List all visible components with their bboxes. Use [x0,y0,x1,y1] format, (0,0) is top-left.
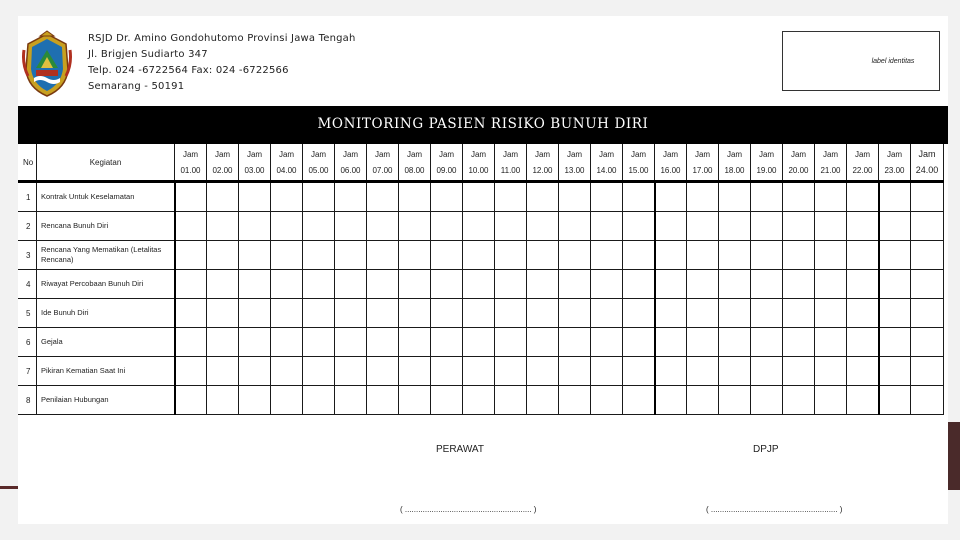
hour-header-label: Jam [847,145,879,160]
monitoring-cell[interactable] [303,386,335,415]
monitoring-cell[interactable] [335,270,367,299]
row-number: 4 [19,270,37,299]
hour-header-time: 01.00 [175,160,207,182]
monitoring-cell[interactable] [207,357,239,386]
monitoring-cell[interactable] [463,328,495,357]
monitoring-cell[interactable] [239,328,271,357]
monitoring-cell[interactable] [623,386,655,415]
monitoring-cell[interactable] [847,182,879,212]
monitoring-cell[interactable] [655,270,687,299]
hour-header-time: 23.00 [879,160,911,182]
monitoring-cell[interactable] [239,212,271,241]
monitoring-cell[interactable] [559,182,591,212]
monitoring-cell[interactable] [559,241,591,270]
monitoring-cell[interactable] [911,386,944,415]
monitoring-cell[interactable] [815,270,847,299]
monitoring-cell[interactable] [879,241,911,270]
form-title: MONITORING PASIEN RISIKO BUNUH DIRI [317,116,649,132]
monitoring-cell[interactable] [687,212,719,241]
table-row [19,212,944,241]
monitoring-table [18,144,944,415]
hour-header-time: 07.00 [367,160,399,182]
monitoring-cell[interactable] [815,212,847,241]
monitoring-cell[interactable] [303,328,335,357]
monitoring-cell[interactable] [911,328,944,357]
hour-header-label: Jam [303,145,335,160]
monitoring-cell[interactable] [783,299,815,328]
monitoring-cell[interactable] [399,270,431,299]
monitoring-cell[interactable] [655,299,687,328]
monitoring-cell[interactable] [815,299,847,328]
hour-header-time: 18.00 [719,160,751,182]
monitoring-cell[interactable] [687,299,719,328]
monitoring-cell[interactable] [431,212,463,241]
monitoring-cell[interactable] [175,386,207,415]
monitoring-cell[interactable] [207,212,239,241]
hospital-phone: Telp. 024 -6722564 Fax: 024 -6722566 [88,65,289,76]
monitoring-cell[interactable] [175,241,207,270]
monitoring-cell[interactable] [687,241,719,270]
monitoring-cell[interactable] [783,357,815,386]
monitoring-cell[interactable] [463,357,495,386]
monitoring-cell[interactable] [367,182,399,212]
monitoring-cell[interactable] [655,386,687,415]
monitoring-cell[interactable] [687,270,719,299]
monitoring-cell[interactable] [847,328,879,357]
monitoring-cell[interactable] [495,357,527,386]
monitoring-cell[interactable] [527,270,559,299]
nurse-signature-line: ( ......................................................... ) [400,505,537,514]
column-header-no: No [19,145,37,182]
row-number: 2 [19,212,37,241]
monitoring-cell[interactable] [879,357,911,386]
monitoring-cell[interactable] [911,270,944,299]
hour-header-time: 22.00 [847,160,879,182]
monitoring-cell[interactable] [271,328,303,357]
monitoring-cell[interactable] [239,357,271,386]
hour-header-time: 12.00 [527,160,559,182]
monitoring-cell[interactable] [399,357,431,386]
monitoring-cell[interactable] [207,386,239,415]
monitoring-cell[interactable] [783,270,815,299]
monitoring-cell[interactable] [399,386,431,415]
monitoring-cell[interactable] [783,386,815,415]
table-row [19,357,944,386]
monitoring-cell[interactable] [623,182,655,212]
monitoring-cell[interactable] [175,212,207,241]
monitoring-cell[interactable] [367,328,399,357]
monitoring-cell[interactable] [879,212,911,241]
monitoring-cell[interactable] [239,182,271,212]
row-activity: Rencana Yang Mematikan (Letalitas Rencana) [37,241,175,270]
monitoring-cell[interactable] [271,386,303,415]
hour-header-time: 19.00 [751,160,783,182]
monitoring-cell[interactable] [751,270,783,299]
monitoring-cell[interactable] [175,328,207,357]
hour-header-time: 06.00 [335,160,367,182]
monitoring-cell[interactable] [431,328,463,357]
monitoring-cell[interactable] [815,182,847,212]
monitoring-cell[interactable] [623,328,655,357]
monitoring-cell[interactable] [239,270,271,299]
monitoring-cell[interactable] [559,299,591,328]
monitoring-cell[interactable] [911,182,944,212]
monitoring-cell[interactable] [367,386,399,415]
monitoring-cell[interactable] [399,299,431,328]
id-box-label: label identitas [871,57,915,65]
nurse-signature-label: PERAWAT [436,444,484,455]
monitoring-cell[interactable] [335,386,367,415]
hour-header-time: 02.00 [207,160,239,182]
hospital-city: Semarang - 50191 [88,81,185,92]
monitoring-cell[interactable] [847,299,879,328]
monitoring-cell[interactable] [591,182,623,212]
monitoring-cell[interactable] [271,241,303,270]
table-row [19,182,944,212]
title-bar [18,106,948,144]
row-activity: Gejala [37,328,175,357]
monitoring-cell[interactable] [911,212,944,241]
monitoring-cell[interactable] [719,328,751,357]
hour-header-time: 17.00 [687,160,719,182]
monitoring-cell[interactable] [175,357,207,386]
monitoring-cell[interactable] [303,357,335,386]
monitoring-cell[interactable] [847,357,879,386]
hour-header-label: Jam [527,145,559,160]
monitoring-cell[interactable] [303,299,335,328]
row-activity: Pikiran Kematian Saat Ini [37,357,175,386]
monitoring-cell[interactable] [367,241,399,270]
monitoring-cell[interactable] [719,270,751,299]
monitoring-cell[interactable] [271,182,303,212]
hour-header-label: Jam [591,145,623,160]
hospital-name: RSJD Dr. Amino Gondohutomo Provinsi Jawa Tengah [88,33,356,44]
table-row [19,241,944,270]
monitoring-cell[interactable] [719,357,751,386]
monitoring-cell[interactable] [783,182,815,212]
monitoring-cell[interactable] [175,299,207,328]
monitoring-cell[interactable] [879,299,911,328]
monitoring-cell[interactable] [463,182,495,212]
hour-header-label: Jam [399,145,431,160]
monitoring-cell[interactable] [719,299,751,328]
monitoring-cell[interactable] [431,270,463,299]
monitoring-cell[interactable] [431,386,463,415]
monitoring-cell[interactable] [431,182,463,212]
monitoring-cell[interactable] [879,182,911,212]
monitoring-cell[interactable] [655,212,687,241]
hour-header-label: Jam [271,145,303,160]
hour-header-time: 16.00 [655,160,687,182]
monitoring-cell[interactable] [399,212,431,241]
column-header-activity: Kegiatan [37,145,175,182]
monitoring-cell[interactable] [847,212,879,241]
monitoring-cell[interactable] [591,386,623,415]
hour-header-label: Jam [335,145,367,160]
table-row [19,270,944,299]
monitoring-cell[interactable] [367,299,399,328]
patient-id-box [782,31,940,91]
monitoring-cell[interactable] [751,357,783,386]
doctor-signature-label: DPJP [753,444,779,455]
hour-header-label: Jam [783,145,815,160]
monitoring-cell[interactable] [271,212,303,241]
monitoring-cell[interactable] [335,212,367,241]
monitoring-cell[interactable] [815,328,847,357]
hour-header-time: 14.00 [591,160,623,182]
hour-header-label: Jam [175,145,207,160]
monitoring-cell[interactable] [431,299,463,328]
row-activity: Ide Bunuh Diri [37,299,175,328]
monitoring-cell[interactable] [591,270,623,299]
monitoring-cell[interactable] [559,212,591,241]
monitoring-cell[interactable] [751,182,783,212]
monitoring-cell[interactable] [527,357,559,386]
monitoring-cell[interactable] [335,357,367,386]
hour-header-time: 24.00 [911,160,944,182]
monitoring-cell[interactable] [719,212,751,241]
monitoring-cell[interactable] [463,299,495,328]
hour-header-time: 21.00 [815,160,847,182]
monitoring-cell[interactable] [431,241,463,270]
monitoring-cell[interactable] [463,241,495,270]
monitoring-cell[interactable] [719,182,751,212]
hour-header-time: 04.00 [271,160,303,182]
monitoring-cell[interactable] [463,212,495,241]
monitoring-cell[interactable] [431,357,463,386]
monitoring-cell[interactable] [175,182,207,212]
form-header [18,16,948,106]
monitoring-cell[interactable] [495,182,527,212]
table-row [19,299,944,328]
monitoring-cell[interactable] [527,386,559,415]
row-number: 7 [19,357,37,386]
monitoring-cell[interactable] [687,182,719,212]
hospital-address: Jl. Brigjen Sudiarto 347 [88,49,208,60]
hour-header-label: Jam [879,145,911,160]
monitoring-cell[interactable] [911,299,944,328]
hour-header-label: Jam [431,145,463,160]
row-number: 1 [19,182,37,212]
hour-header-label: Jam [911,145,944,160]
monitoring-cell[interactable] [527,328,559,357]
monitoring-cell[interactable] [591,299,623,328]
monitoring-cell[interactable] [687,357,719,386]
monitoring-cell[interactable] [847,386,879,415]
monitoring-cell[interactable] [591,328,623,357]
hour-header-time: 20.00 [783,160,815,182]
monitoring-cell[interactable] [527,241,559,270]
monitoring-cell[interactable] [303,212,335,241]
hour-header-label: Jam [751,145,783,160]
monitoring-cell[interactable] [495,299,527,328]
monitoring-cell[interactable] [847,270,879,299]
monitoring-cell[interactable] [335,182,367,212]
monitoring-cell[interactable] [911,241,944,270]
monitoring-cell[interactable] [399,328,431,357]
monitoring-cell[interactable] [879,386,911,415]
monitoring-cell[interactable] [495,328,527,357]
monitoring-cell[interactable] [495,212,527,241]
monitoring-cell[interactable] [911,357,944,386]
monitoring-cell[interactable] [335,328,367,357]
monitoring-cell[interactable] [623,299,655,328]
monitoring-cell[interactable] [559,270,591,299]
row-activity: Kontrak Untuk Keselamatan [37,182,175,212]
monitoring-cell[interactable] [271,299,303,328]
monitoring-form-sheet [18,16,948,524]
monitoring-cell[interactable] [751,241,783,270]
hour-header-time: 09.00 [431,160,463,182]
hour-header-time: 15.00 [623,160,655,182]
monitoring-cell[interactable] [271,270,303,299]
monitoring-cell[interactable] [559,357,591,386]
monitoring-cell[interactable] [751,386,783,415]
monitoring-cell[interactable] [655,241,687,270]
hour-header-label: Jam [367,145,399,160]
monitoring-cell[interactable] [495,386,527,415]
hour-header-label: Jam [495,145,527,160]
hour-header-time: 11.00 [495,160,527,182]
monitoring-cell[interactable] [495,241,527,270]
doctor-signature-line: ( ......................................................... ) [706,505,843,514]
monitoring-cell[interactable] [719,241,751,270]
monitoring-cell[interactable] [751,212,783,241]
monitoring-cell[interactable] [207,328,239,357]
row-number: 5 [19,299,37,328]
monitoring-cell[interactable] [687,328,719,357]
monitoring-cell[interactable] [207,241,239,270]
monitoring-cell[interactable] [815,241,847,270]
monitoring-cell[interactable] [239,386,271,415]
row-activity: Penilaian Hubungan [37,386,175,415]
hour-header-label: Jam [719,145,751,160]
monitoring-cell[interactable] [271,357,303,386]
monitoring-cell[interactable] [623,241,655,270]
monitoring-cell[interactable] [687,386,719,415]
monitoring-cell[interactable] [463,270,495,299]
hour-header-label: Jam [655,145,687,160]
hospital-info [88,31,356,95]
monitoring-cell[interactable] [175,270,207,299]
monitoring-cell[interactable] [335,241,367,270]
monitoring-cell[interactable] [847,241,879,270]
monitoring-cell[interactable] [623,270,655,299]
monitoring-cell[interactable] [239,241,271,270]
monitoring-cell[interactable] [367,357,399,386]
hour-header-label: Jam [687,145,719,160]
monitoring-cell[interactable] [207,182,239,212]
hour-header-label: Jam [623,145,655,160]
hour-header-time: 10.00 [463,160,495,182]
monitoring-cell[interactable] [239,299,271,328]
monitoring-cell[interactable] [335,299,367,328]
monitoring-cell[interactable] [591,357,623,386]
monitoring-cell[interactable] [655,182,687,212]
hour-header-time: 03.00 [239,160,271,182]
monitoring-cell[interactable] [559,386,591,415]
monitoring-cell[interactable] [527,212,559,241]
monitoring-cell[interactable] [303,270,335,299]
row-number: 3 [19,241,37,270]
monitoring-cell[interactable] [399,241,431,270]
hour-header-label: Jam [815,145,847,160]
table-row [19,386,944,415]
monitoring-cell[interactable] [655,328,687,357]
monitoring-cell[interactable] [399,182,431,212]
monitoring-cell[interactable] [751,299,783,328]
monitoring-cell[interactable] [463,386,495,415]
monitoring-cell[interactable] [783,328,815,357]
slide-accent-tab [948,422,960,490]
hour-header-time: 13.00 [559,160,591,182]
row-number: 8 [19,386,37,415]
monitoring-cell[interactable] [783,212,815,241]
monitoring-cell[interactable] [207,299,239,328]
table-row [19,328,944,357]
hour-header-label: Jam [207,145,239,160]
monitoring-cell[interactable] [527,182,559,212]
monitoring-cell[interactable] [591,241,623,270]
monitoring-cell[interactable] [879,270,911,299]
monitoring-cell[interactable] [815,357,847,386]
hour-header-label: Jam [239,145,271,160]
monitoring-cell[interactable] [527,299,559,328]
monitoring-cell[interactable] [623,357,655,386]
monitoring-cell[interactable] [559,328,591,357]
monitoring-cell[interactable] [367,212,399,241]
monitoring-cell[interactable] [303,241,335,270]
hour-header-label: Jam [463,145,495,160]
monitoring-cell[interactable] [207,270,239,299]
row-activity: Rencana Bunuh Diri [37,212,175,241]
monitoring-cell[interactable] [879,328,911,357]
hour-header-time: 05.00 [303,160,335,182]
monitoring-cell[interactable] [751,328,783,357]
monitoring-cell[interactable] [591,212,623,241]
monitoring-cell[interactable] [303,182,335,212]
monitoring-cell[interactable] [623,212,655,241]
row-activity: Riwayat Percobaan Bunuh Diri [37,270,175,299]
province-coat-of-arms-logo [22,30,72,98]
monitoring-cell[interactable] [495,270,527,299]
hour-header-time: 08.00 [399,160,431,182]
monitoring-cell[interactable] [655,357,687,386]
monitoring-cell[interactable] [719,386,751,415]
hour-header-label: Jam [559,145,591,160]
monitoring-cell[interactable] [815,386,847,415]
monitoring-cell[interactable] [783,241,815,270]
row-number: 6 [19,328,37,357]
monitoring-cell[interactable] [367,270,399,299]
